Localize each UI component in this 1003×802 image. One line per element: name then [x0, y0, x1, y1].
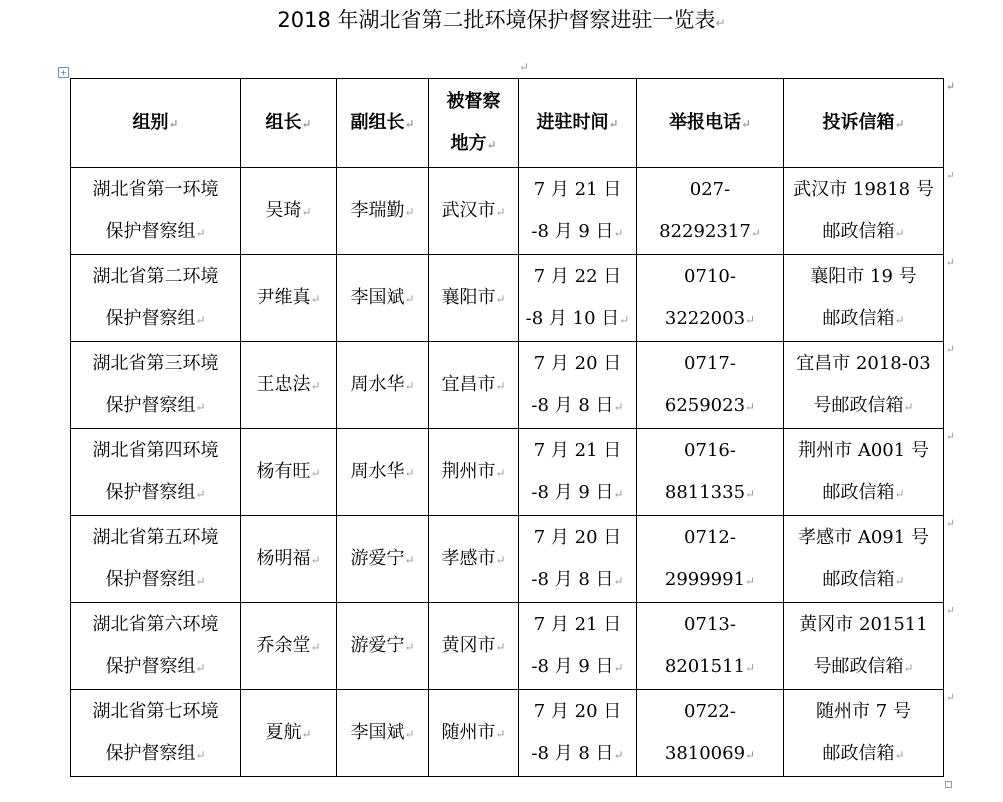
table-row — [71, 255, 944, 342]
table-row — [71, 168, 944, 255]
cell-place: 宜昌市↵ — [429, 342, 519, 429]
cell-phone: 0716-8811335↵ — [637, 429, 784, 516]
cell-group: 湖北省第三环境 保护督察组↵ — [71, 342, 241, 429]
cell-place: 黄冈市↵ — [429, 603, 519, 690]
cell-leader: 乔余堂↵ — [241, 603, 337, 690]
paragraph-mark: ↵ — [519, 60, 530, 74]
cell-deputy: 游爱宁↵ — [337, 603, 429, 690]
table-row — [71, 429, 944, 516]
cell-leader: 夏航↵ — [241, 690, 337, 777]
cell-phone: 0722-3810069↵ — [637, 690, 784, 777]
table-row — [71, 603, 944, 690]
table-row — [71, 516, 944, 603]
paragraph-mark: ↵ — [715, 16, 726, 30]
cell-group: 湖北省第二环境 保护督察组↵ — [71, 255, 241, 342]
cell-place: 随州市↵ — [429, 690, 519, 777]
cell-leader: 吴琦↵ — [241, 168, 337, 255]
cell-leader: 杨有旺↵ — [241, 429, 337, 516]
cell-deputy: 李瑞勤↵ — [337, 168, 429, 255]
cell-phone: 0712-2999991↵ — [637, 516, 784, 603]
cell-place: 襄阳市↵ — [429, 255, 519, 342]
cell-deputy: 游爱宁↵ — [337, 516, 429, 603]
page-title — [0, 6, 1003, 37]
cell-time: 7 月 21 日 -8 月 9 日↵ — [519, 168, 637, 255]
cell-group: 湖北省第七环境 保护督察组↵ — [71, 690, 241, 777]
cell-mailbox: 孝感市 A091 号 邮政信箱↵ ↵ — [784, 516, 944, 603]
cell-group: 湖北省第五环境 保护督察组↵ — [71, 516, 241, 603]
header-phone: 举报电话↵ — [637, 79, 784, 168]
header-mailbox: 投诉信箱↵ ↵ — [784, 79, 944, 168]
row-end-mark: ↵ — [945, 80, 955, 93]
cell-time: 7 月 20 日 -8 月 8 日↵ — [519, 342, 637, 429]
cell-phone: 027-82292317↵ — [637, 168, 784, 255]
cell-mailbox: 黄冈市 201511 号邮政信箱↵ ↵ — [784, 603, 944, 690]
cell-phone: 0717-6259023↵ — [637, 342, 784, 429]
cell-deputy: 李国斌↵ — [337, 690, 429, 777]
table-row — [71, 690, 944, 777]
cell-leader: 杨明福↵ — [241, 516, 337, 603]
header-place: 被督察 地方↵ — [429, 79, 519, 168]
header-leader: 组长↵ — [241, 79, 337, 168]
cell-group: 湖北省第四环境 保护督察组↵ — [71, 429, 241, 516]
cell-place: 孝感市↵ — [429, 516, 519, 603]
cell-deputy: 李国斌↵ — [337, 255, 429, 342]
header-group: 组别↵ — [71, 79, 241, 168]
cell-group: 湖北省第一环境 保护督察组↵ — [71, 168, 241, 255]
cell-group: 湖北省第六环境 保护督察组↵ — [71, 603, 241, 690]
cell-deputy: 周水华↵ — [337, 429, 429, 516]
row-end-mark: ↵ — [945, 169, 955, 182]
cell-deputy: 周水华↵ — [337, 342, 429, 429]
cell-mailbox: 襄阳市 19 号 邮政信箱↵ ↵ — [784, 255, 944, 342]
cell-leader: 王忠法↵ — [241, 342, 337, 429]
row-end-mark: ↵ — [945, 604, 955, 617]
table-resize-handle-icon[interactable] — [945, 781, 952, 788]
inspection-table — [70, 78, 955, 777]
cell-mailbox: 武汉市 19818 号 邮政信箱↵ ↵ — [784, 168, 944, 255]
row-end-mark: ↵ — [945, 517, 955, 530]
cell-place: 荆州市↵ — [429, 429, 519, 516]
table-row — [71, 342, 944, 429]
row-end-mark: ↵ — [945, 256, 955, 269]
row-end-mark: ↵ — [945, 691, 955, 704]
cell-mailbox: 荆州市 A001 号 邮政信箱↵ ↵ — [784, 429, 944, 516]
title-text: 2018 年湖北省第二批环境保护督察进驻一览表 — [277, 8, 716, 32]
cell-time: 7 月 20 日 -8 月 8 日↵ — [519, 690, 637, 777]
cell-time: 7 月 22 日 -8 月 10 日↵ — [519, 255, 637, 342]
row-end-mark: ↵ — [945, 343, 955, 356]
cell-time: 7 月 21 日 -8 月 9 日↵ — [519, 429, 637, 516]
cell-place: 武汉市↵ — [429, 168, 519, 255]
cell-time: 7 月 21 日 -8 月 9 日↵ — [519, 603, 637, 690]
row-end-mark: ↵ — [945, 430, 955, 443]
cell-phone: 0713-8201511↵ — [637, 603, 784, 690]
header-row — [71, 79, 944, 168]
cell-phone: 0710-3222003↵ — [637, 255, 784, 342]
header-deputy: 副组长↵ — [337, 79, 429, 168]
cell-mailbox: 随州市 7 号 邮政信箱↵ ↵ — [784, 690, 944, 777]
cell-mailbox: 宜昌市 2018-03 号邮政信箱↵ ↵ — [784, 342, 944, 429]
cell-leader: 尹维真↵ — [241, 255, 337, 342]
cell-time: 7 月 20 日 -8 月 8 日↵ — [519, 516, 637, 603]
table-move-handle-icon[interactable]: + — [58, 67, 69, 78]
header-time: 进驻时间↵ — [519, 79, 637, 168]
